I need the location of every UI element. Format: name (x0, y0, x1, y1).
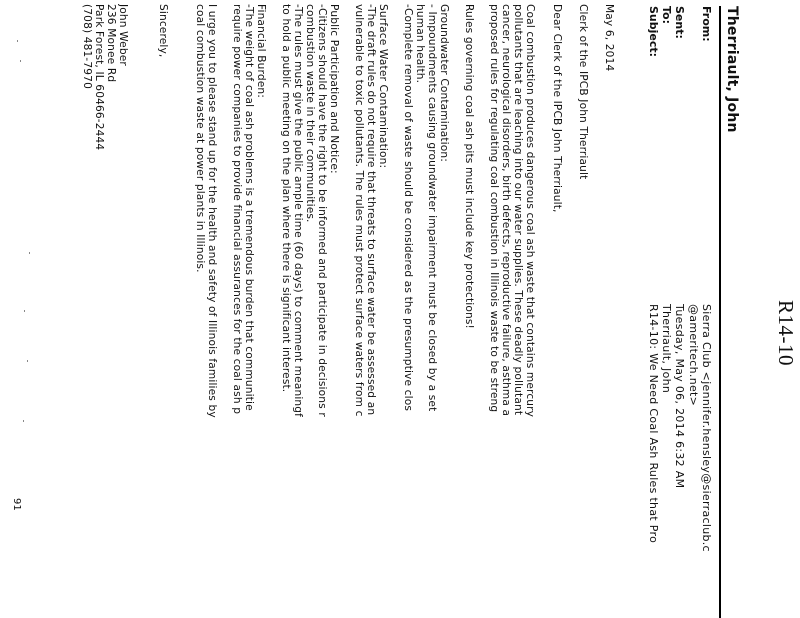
from-value-line-1: Sierra Club <jennifer.hensley@sierraclub.c (700, 304, 713, 552)
signature-line: (708) 481-7970 (81, 4, 93, 89)
scan-speck (29, 252, 30, 254)
groundwater-line: - Impoundments causing groundwater impairment must be closed by a set (426, 4, 438, 412)
scan-speck (17, 40, 18, 42)
intro-line: pollutants that are leaching into our water supplies. These deadly pollutant (512, 4, 524, 416)
financial-heading: Financial Burden: (255, 4, 267, 98)
surface-line: -The draft rules do not require that threats to surface water be assessed an (365, 4, 377, 416)
scan-speck (24, 310, 25, 312)
sender-name-heading: Therriault, John (724, 6, 740, 133)
public-line: -The rules must give the public ample time (60 days) to comment meaningf (292, 4, 304, 418)
scan-speck (20, 60, 21, 62)
intro-line: proposed rules for regulating coal combustion in Illinois waste to be streng (488, 4, 500, 413)
financial-line: require power companies to provide financial assurances for the coal ash p (231, 4, 243, 415)
page-number: 91 (11, 498, 22, 511)
subject-value: R14-10: We Need Coal Ash Rules that Pro (647, 304, 660, 544)
letter-salutation: Dear Clerk of the IPCB John Therriault, (551, 4, 563, 213)
sent-label: Sent: (673, 6, 686, 39)
closing-line: I urge you to please stand up for the health and safety of Illinois families by (206, 4, 218, 418)
from-label: From: (700, 6, 713, 42)
intro-line: Coal combustion produces dangerous coal ash waste that contains mercury (524, 4, 536, 418)
heading-rule (719, 6, 721, 618)
scan-speck (27, 360, 28, 362)
groundwater-line: human health. (414, 4, 426, 84)
signature-line: Park Forest, IL 60466-2444 (93, 4, 105, 151)
surface-line: vulnerable to toxic pollutants. The rules must protect surface waters from c (353, 4, 365, 417)
groundwater-line: -Complete removal of waste should be considered as the presumptive clos (402, 4, 414, 412)
signature-line: 236 Monee Rd (105, 4, 117, 83)
to-label: To: (660, 6, 673, 24)
subject-label: Subject: (647, 6, 660, 58)
signature-line: John Weber (117, 4, 129, 66)
document-id: R14-10 (774, 300, 798, 366)
surface-heading: Surface Water Contamination: (377, 4, 389, 169)
from-value-line-2: @ameritech.net> (687, 304, 700, 407)
signoff: Sincerely, (157, 4, 169, 58)
rules-line: Rules governing coal ash pits must include key protections! (463, 4, 475, 329)
public-line: combustion waste in their communities. (304, 4, 316, 223)
groundwater-heading: Groundwater Contamination: (438, 4, 450, 162)
scan-speck (23, 420, 24, 422)
closing-line: coal combustion waste at power plants in Illinois. (194, 4, 206, 273)
public-line: to hold a public meeting on the plan where there is significant interest. (280, 4, 292, 393)
letter-address: Clerk of the IPCB John Therriault (577, 4, 589, 180)
intro-line: cancer, neurological disorders, birth defects, reproductive failure, asthma a (500, 4, 512, 417)
public-heading: Public Participation and Notice: (328, 4, 340, 174)
financial-line: -The weight of coal ash problems is a tremendous burden that communitie (243, 4, 255, 411)
letter-date: May 6, 2014 (603, 4, 615, 72)
public-line: -Citizens should have the right to be informed and participate in decisions r (316, 4, 328, 417)
to-value: Therriault, John (660, 304, 673, 394)
sent-value: Tuesday, May 06, 2014 6:32 AM (673, 304, 686, 489)
